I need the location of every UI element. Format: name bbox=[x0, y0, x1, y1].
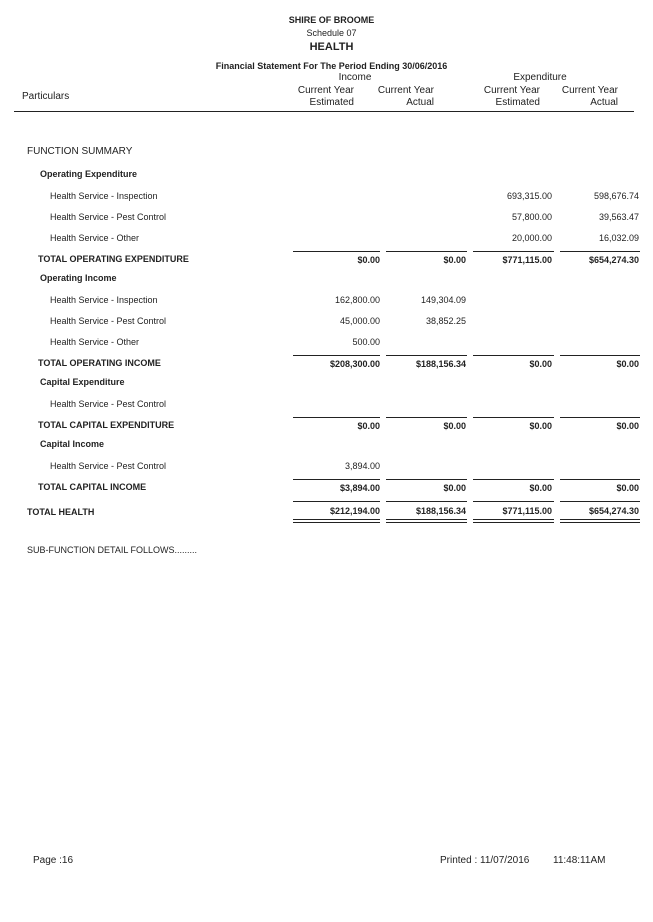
total-label: TOTAL OPERATING EXPENDITURE bbox=[38, 254, 189, 264]
total-rule bbox=[473, 417, 554, 418]
grand-total-value-col4: $654,274.30 bbox=[588, 506, 639, 516]
statement-title: Financial Statement For The Period Ending 30/06/2016 bbox=[215, 61, 448, 71]
row-label: Health Service - Inspection bbox=[50, 191, 158, 201]
total-rule bbox=[293, 417, 380, 418]
total-value-col4: $654,274.30 bbox=[588, 255, 639, 265]
row-label: Health Service - Other bbox=[50, 337, 140, 347]
row-label: Health Service - Other bbox=[50, 233, 140, 243]
total-label: TOTAL OPERATING INCOME bbox=[38, 358, 161, 368]
col3-subtitle: Estimated bbox=[495, 97, 540, 108]
grand-total-value-col2: $188,156.34 bbox=[415, 506, 466, 516]
total-value-col2: $0.00 bbox=[443, 421, 466, 431]
total-rule bbox=[386, 417, 467, 418]
grand-total-rule bbox=[473, 501, 554, 502]
total-value-col4: $0.00 bbox=[616, 483, 639, 493]
row-label: Health Service - Pest Control bbox=[50, 399, 167, 409]
double-underline bbox=[560, 519, 640, 520]
col4-subtitle: Actual bbox=[590, 97, 618, 108]
income-group-header: Income bbox=[338, 72, 372, 83]
grand-total-label: TOTAL HEALTH bbox=[27, 507, 95, 517]
total-value-col3: $0.00 bbox=[529, 359, 552, 369]
row-value-col3: 20,000.00 bbox=[511, 233, 552, 243]
header-rule bbox=[14, 111, 634, 112]
row-label: Health Service - Inspection bbox=[50, 295, 158, 305]
row-value-col4: 16,032.09 bbox=[598, 233, 639, 243]
grand-total-rule bbox=[386, 501, 467, 502]
row-value-col2: 38,852.25 bbox=[425, 316, 466, 326]
total-value-col3: $771,115.00 bbox=[502, 255, 552, 265]
col1-title: Current Year bbox=[297, 85, 354, 96]
total-value-col1: $0.00 bbox=[357, 255, 380, 265]
total-rule bbox=[473, 479, 554, 480]
grand-total-value-col1: $212,194.00 bbox=[329, 506, 380, 516]
double-underline bbox=[293, 519, 380, 520]
total-value-col3: $0.00 bbox=[529, 421, 552, 431]
particulars-header: Particulars bbox=[22, 91, 70, 102]
double-underline bbox=[473, 522, 554, 523]
double-underline bbox=[293, 522, 380, 523]
total-rule bbox=[560, 417, 640, 418]
double-underline bbox=[473, 519, 554, 520]
row-label: Health Service - Pest Control bbox=[50, 212, 167, 222]
row-value-col1: 3,894.00 bbox=[344, 461, 380, 471]
total-value-col2: $0.00 bbox=[443, 483, 466, 493]
row-value-col1: 45,000.00 bbox=[339, 316, 380, 326]
total-value-col1: $3,894.00 bbox=[339, 483, 380, 493]
total-value-col2: $188,156.34 bbox=[415, 359, 466, 369]
total-value-col4: $0.00 bbox=[616, 421, 639, 431]
page-title: HEALTH bbox=[309, 41, 354, 53]
row-value-col1: 500.00 bbox=[352, 337, 380, 347]
total-value-col1: $208,300.00 bbox=[329, 359, 380, 369]
page-number: Page :16 bbox=[33, 855, 74, 866]
total-rule bbox=[560, 355, 640, 356]
total-label: TOTAL CAPITAL EXPENDITURE bbox=[38, 420, 175, 430]
total-value-col4: $0.00 bbox=[616, 359, 639, 369]
col1-subtitle: Estimated bbox=[309, 97, 354, 108]
section-heading-operating-income: Operating Income bbox=[40, 273, 117, 283]
grand-total-rule bbox=[560, 501, 640, 502]
grand-total-rule bbox=[293, 501, 380, 502]
col3-title: Current Year bbox=[483, 85, 540, 96]
total-rule bbox=[386, 355, 467, 356]
total-value-col2: $0.00 bbox=[443, 255, 466, 265]
grand-total-value-col3: $771,115.00 bbox=[502, 506, 552, 516]
row-value-col3: 693,315.00 bbox=[506, 191, 552, 201]
row-label: Health Service - Pest Control bbox=[50, 316, 167, 326]
col2-title: Current Year bbox=[377, 85, 434, 96]
double-underline bbox=[386, 522, 467, 523]
total-value-col3: $0.00 bbox=[529, 483, 552, 493]
sub-function-note: SUB-FUNCTION DETAIL FOLLOWS......... bbox=[27, 545, 198, 555]
row-value-col3: 57,800.00 bbox=[511, 212, 552, 222]
function-summary-heading: FUNCTION SUMMARY bbox=[27, 146, 133, 157]
section-heading-capital-expenditure: Capital Expenditure bbox=[40, 377, 125, 387]
total-rule bbox=[386, 251, 467, 252]
total-value-col1: $0.00 bbox=[357, 421, 380, 431]
schedule-number: Schedule 07 bbox=[306, 28, 357, 38]
total-rule bbox=[386, 479, 467, 480]
double-underline bbox=[560, 522, 640, 523]
expenditure-group-header: Expenditure bbox=[513, 72, 567, 83]
total-rule bbox=[293, 479, 380, 480]
col4-title: Current Year bbox=[561, 85, 618, 96]
col2-subtitle: Actual bbox=[406, 97, 434, 108]
row-value-col2: 149,304.09 bbox=[420, 295, 466, 305]
total-rule bbox=[293, 251, 380, 252]
total-rule bbox=[560, 479, 640, 480]
row-label: Health Service - Pest Control bbox=[50, 461, 167, 471]
total-label: TOTAL CAPITAL INCOME bbox=[38, 482, 147, 492]
total-rule bbox=[473, 355, 554, 356]
row-value-col4: 598,676.74 bbox=[593, 191, 639, 201]
row-value-col1: 162,800.00 bbox=[334, 295, 380, 305]
organisation-name: SHIRE OF BROOME bbox=[288, 15, 375, 25]
total-rule bbox=[293, 355, 380, 356]
total-rule bbox=[560, 251, 640, 252]
total-rule bbox=[473, 251, 554, 252]
row-value-col4: 39,563.47 bbox=[598, 212, 639, 222]
section-heading-operating-expenditure: Operating Expenditure bbox=[40, 169, 138, 179]
section-heading-capital-income: Capital Income bbox=[40, 439, 105, 449]
printed-date: Printed : 11/07/2016 bbox=[440, 855, 530, 866]
double-underline bbox=[386, 519, 467, 520]
printed-time: 11:48:11AM bbox=[553, 855, 606, 866]
